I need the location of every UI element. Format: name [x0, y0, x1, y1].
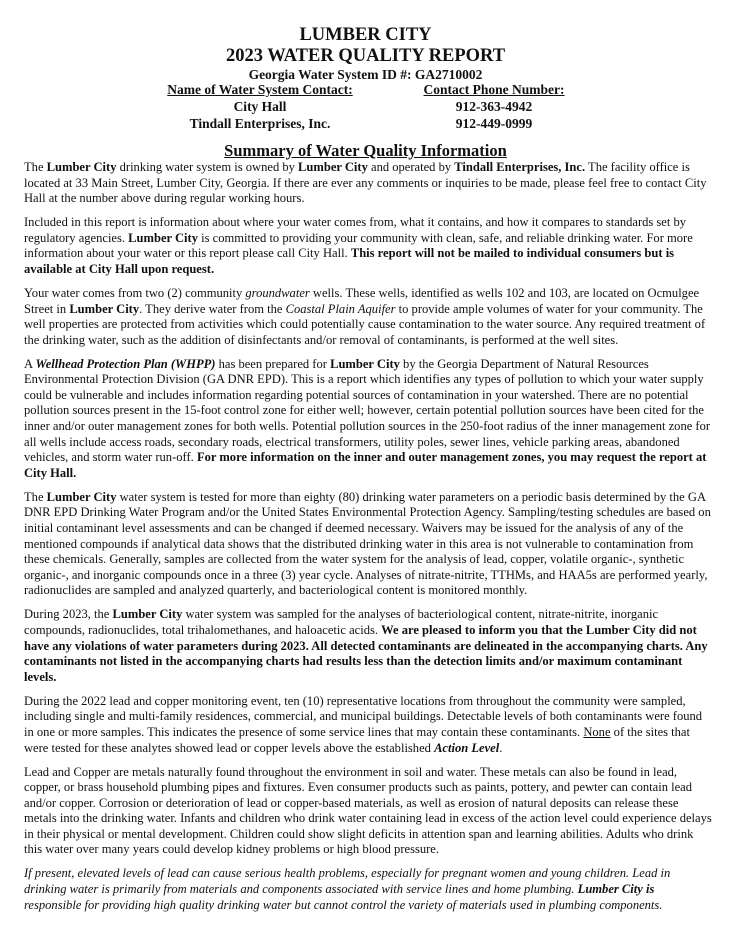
paragraph-testing: The Lumber City water system is tested for more than eighty (80) drinking water parameters on a periodic basis determined by the GA DNR EPD Drinking Water Program and/or the United States Environmental Protection Agency. Sampling/testing schedules are based on initial contaminant level assessments and can be changed if deemed necessary. Waivers may be issued for the analysis of any of the mentioned compounds if analytical data shows that the distributed drinking water in this area is not vulnerable to contamination from these chemicals. Generally, samples are collected from the water system for the analysis of lead, copper, volatile organic-, synthetic organic-, and inorganic compounds once in a three (3) year cycle. Analyses of nitrate-nitrite, TTHMs, and HAA5s are performed yearly, radionuclides are sampled and analyzed quarterly, and bacteriological content is monitored monthly. [24, 489, 711, 598]
contact-phone-heading: Contact Phone Number: [423, 82, 565, 97]
paragraph-ownership: The Lumber City drinking water system is owned by Lumber City and operated by Tindall Enterprises, Inc. The facility office is located at 33 Main Street, Lumber City, Georgia. If there are ever any comments or inquiries to be made, please feel free to contact City Hall at the number above during regular working hours. [24, 160, 707, 206]
report-title-city: LUMBER CITY [299, 25, 432, 45]
paragraph-lead-copper-monitoring: During the 2022 lead and copper monitoring event, ten (10) representative locations from throughout the community were sampled, including single and multi-family residences, commercial, and municipal buildings. Detectable levels of both contaminants were found in one or more samples. This indicates the presence of some service lines that may contain these contaminants. None of the sites that were tested for these analytes showed lead or copper levels above the established Action Level. [24, 693, 703, 755]
contact-phone: 912-363-4942 [455, 98, 533, 114]
paragraph-wellhead-protection: A Wellhead Protection Plan (WHPP) has been prepared for Lumber City by the Georgia Department of Natural Resources Environmental Protection Division (GA DNR EPD). This is a report which identifies any types of pollution to which your water supply could be vulnerable and includes information regarding potential sources of contamination in your watershed. There are no potential pollution sources present in the 15-foot control zone for either well; however, certain potential pollution sources have been cited for the inner and/or outer management zones for both wells. Potential pollution sources in the 250-foot radius of the inner management zone for all wells include access roads, secondary roads, electrical transformers, utility poles, sewer lines, vehicle parking areas, abandoned vehicles, and storm water run-off. For more information on the inner and outer management zones, you may request the report at City Hall. [24, 356, 711, 480]
paragraph-report-info: Included in this report is information about where your water comes from, what it contains, and how it compares to standards set by regulatory agencies. Lumber City is committed to providing your community with clean, safe, and reliable drinking water. For more information about your water or this report please call City Hall. This report will not be mailed to individual consumers but is available at City Hall upon request. [24, 215, 693, 276]
contact-name: City Hall [233, 98, 287, 114]
water-system-id: Georgia Water System ID #: GA2710002 [248, 67, 483, 82]
paragraph-lead-statement: If present, elevated levels of lead can cause serious health problems, especially for pregnant women and young children. Lead in drinking water is primarily from materials and components associated with service lines and home plumbing. Lumber City is responsible for providing high quality drinking water but cannot control the variety of materials used in plumbing components. [24, 866, 671, 912]
report-title: 2023 WATER QUALITY REPORT [225, 46, 506, 66]
contact-name: Tindall Enterprises, Inc. [189, 115, 331, 131]
paragraph-lead-copper-health: Lead and Copper are metals naturally found throughout the environment in soil and water. These metals can also be found in lead, copper, or brass household plumbing pipes and fixtures. Even consumer products such as paints, pottery, and pewter can contain lead and/or copper. Corrosion or deterioration of lead or copper-based materials, as well as erosion of natural deposits can release these metals into the drinking water. Infants and children who drink water containing lead in excess of the action level could experience delays in their physical or mental development. Children could show slight deficits in attention span and learning abilities. Adults who drink this water over many years could develop kidney problems or high blood pressure. [24, 764, 712, 857]
paragraph-water-source: Your water comes from two (2) community groundwater wells. These wells, identified as wells 102 and 103, are located on Ocmulgee Street in Lumber City. They derive water from the Coastal Plain Aquifer to provide ample volumes of water for your community. The well properties are protected from activities which could potentially cause contamination to the water source. Any required treatment of the drinking water, such as the addition of disinfectants and/or removal of contaminants, is performed at the well sites. [24, 285, 706, 347]
contact-phone: 912-449-0999 [455, 115, 533, 131]
summary-heading: Summary of Water Quality Information [224, 141, 507, 160]
paragraph-2023-sampling: During 2023, the Lumber City water system was sampled for the analyses of bacteriological content, nitrate-nitrite, inorganic compounds, radionuclides, total trihalomethanes, and haloacetic acids. We are pleased to inform you that the Lumber City did not have any violations of water parameters during 2023. All detected contaminants are delineated in the accompanying charts. Any contaminants not listed in the accompanying charts had results less than the detection limits and/or maximum contaminant levels. [24, 607, 708, 684]
contact-name-heading: Name of Water System Contact: [167, 82, 353, 97]
report-body [24, 160, 714, 922]
contact-table [0, 82, 731, 132]
